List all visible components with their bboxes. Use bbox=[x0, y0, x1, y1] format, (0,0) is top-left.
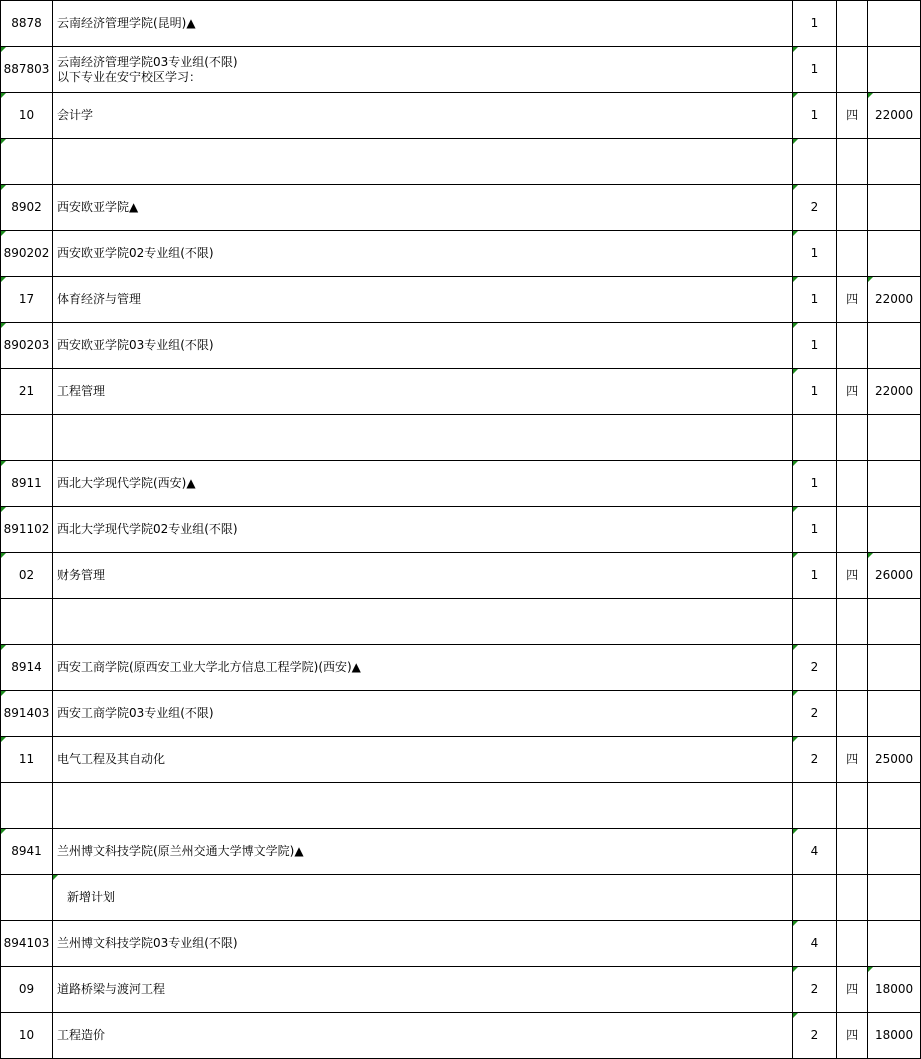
name-text: 工程造价 bbox=[56, 1028, 105, 1042]
cell-fee[interactable] bbox=[868, 139, 921, 185]
num-text: 1 bbox=[810, 292, 819, 306]
cell-code[interactable] bbox=[1, 1, 53, 47]
cell-num[interactable] bbox=[792, 691, 837, 737]
num-text: 2 bbox=[810, 1028, 819, 1042]
cell-name[interactable] bbox=[52, 553, 792, 599]
table-row bbox=[1, 1013, 921, 1059]
cell-len[interactable] bbox=[837, 139, 868, 185]
cell-len[interactable] bbox=[837, 323, 868, 369]
len-text: 四 bbox=[846, 108, 859, 122]
num-text: 4 bbox=[810, 936, 819, 950]
fee-text: 18000 bbox=[874, 982, 914, 996]
cell-len[interactable] bbox=[837, 967, 868, 1013]
cell-len[interactable] bbox=[837, 599, 868, 645]
cell-code[interactable] bbox=[1, 231, 53, 277]
cell-code[interactable] bbox=[1, 1013, 53, 1059]
len-text: 四 bbox=[846, 752, 859, 766]
cell-fee[interactable] bbox=[868, 507, 921, 553]
cell-fee[interactable] bbox=[868, 967, 921, 1013]
cell-num[interactable] bbox=[792, 645, 837, 691]
cell-fee[interactable] bbox=[868, 369, 921, 415]
cell-fee[interactable] bbox=[868, 185, 921, 231]
name-text: 工程管理 bbox=[56, 384, 105, 398]
cell-len[interactable] bbox=[837, 93, 868, 139]
cell-code[interactable] bbox=[1, 783, 53, 829]
name-text: 会计学 bbox=[56, 108, 93, 122]
cell-fee[interactable] bbox=[868, 553, 921, 599]
code-text: 21 bbox=[18, 384, 35, 398]
code-text: 8878 bbox=[11, 16, 42, 30]
table-row bbox=[1, 645, 921, 691]
cell-fee[interactable] bbox=[868, 1013, 921, 1059]
code-text: 891403 bbox=[3, 706, 50, 720]
cell-code[interactable] bbox=[1, 599, 53, 645]
cell-num[interactable] bbox=[792, 553, 837, 599]
code-text: 09 bbox=[18, 982, 35, 996]
cell-num[interactable] bbox=[792, 829, 837, 875]
cell-len[interactable] bbox=[837, 645, 868, 691]
fee-text: 26000 bbox=[874, 568, 914, 582]
cell-num[interactable] bbox=[792, 875, 837, 921]
cell-code[interactable] bbox=[1, 47, 53, 93]
cell-code[interactable] bbox=[1, 967, 53, 1013]
cell-name[interactable] bbox=[52, 507, 792, 553]
fee-text: 22000 bbox=[874, 108, 914, 122]
code-text: 891102 bbox=[3, 522, 50, 536]
table-row bbox=[1, 829, 921, 875]
cell-code[interactable] bbox=[1, 829, 53, 875]
cell-fee[interactable] bbox=[868, 461, 921, 507]
cell-name[interactable] bbox=[52, 93, 792, 139]
cell-code[interactable] bbox=[1, 921, 53, 967]
cell-fee[interactable] bbox=[868, 921, 921, 967]
cell-code[interactable] bbox=[1, 185, 53, 231]
cell-len[interactable] bbox=[837, 1, 868, 47]
table-row bbox=[1, 737, 921, 783]
table-row bbox=[1, 599, 921, 645]
table-row bbox=[1, 277, 921, 323]
cell-name[interactable] bbox=[52, 737, 792, 783]
cell-len[interactable] bbox=[837, 47, 868, 93]
cell-num[interactable] bbox=[792, 47, 837, 93]
table-row bbox=[1, 1, 921, 47]
table-row bbox=[1, 461, 921, 507]
cell-name[interactable] bbox=[52, 369, 792, 415]
cell-fee[interactable] bbox=[868, 93, 921, 139]
table-row bbox=[1, 507, 921, 553]
name-text: 电气工程及其自动化 bbox=[56, 752, 165, 766]
cell-name[interactable] bbox=[52, 875, 792, 921]
code-text: 8941 bbox=[11, 844, 42, 858]
name-text: 西安欧亚学院▲ bbox=[56, 200, 139, 214]
cell-num[interactable] bbox=[792, 737, 837, 783]
code-text: 890202 bbox=[3, 246, 50, 260]
table-row bbox=[1, 185, 921, 231]
num-text: 2 bbox=[810, 706, 819, 720]
cell-fee[interactable] bbox=[868, 783, 921, 829]
cell-len[interactable] bbox=[837, 231, 868, 277]
cell-len[interactable] bbox=[837, 921, 868, 967]
cell-code[interactable] bbox=[1, 737, 53, 783]
cell-code[interactable] bbox=[1, 93, 53, 139]
num-text: 1 bbox=[810, 62, 819, 76]
table-row bbox=[1, 967, 921, 1013]
cell-num[interactable] bbox=[792, 185, 837, 231]
cell-name[interactable] bbox=[52, 185, 792, 231]
len-text: 四 bbox=[846, 292, 859, 306]
table-row bbox=[1, 139, 921, 185]
cell-len[interactable] bbox=[837, 737, 868, 783]
fee-text: 22000 bbox=[874, 292, 914, 306]
name-text: 西安欧亚学院02专业组(不限) bbox=[56, 246, 214, 260]
cell-name[interactable] bbox=[52, 461, 792, 507]
fee-text: 18000 bbox=[874, 1028, 914, 1042]
cell-len[interactable] bbox=[837, 277, 868, 323]
cell-num[interactable] bbox=[792, 921, 837, 967]
cell-name[interactable] bbox=[52, 277, 792, 323]
num-text: 1 bbox=[810, 522, 819, 536]
name-text: 道路桥梁与渡河工程 bbox=[56, 982, 165, 996]
num-text: 1 bbox=[810, 16, 819, 30]
name-text: 兰州博文科技学院(原兰州交通大学博文学院)▲ bbox=[56, 844, 304, 858]
cell-code[interactable] bbox=[1, 507, 53, 553]
table-row bbox=[1, 415, 921, 461]
cell-name[interactable] bbox=[52, 323, 792, 369]
num-text: 2 bbox=[810, 982, 819, 996]
cell-fee[interactable] bbox=[868, 599, 921, 645]
name-text: 西北大学现代学院02专业组(不限) bbox=[56, 522, 238, 536]
num-text: 1 bbox=[810, 384, 819, 398]
cell-len[interactable] bbox=[837, 1013, 868, 1059]
cell-name[interactable] bbox=[52, 231, 792, 277]
table-row bbox=[1, 875, 921, 921]
cell-len[interactable] bbox=[837, 415, 868, 461]
cell-name[interactable] bbox=[52, 783, 792, 829]
cell-len[interactable] bbox=[837, 875, 868, 921]
table-row bbox=[1, 921, 921, 967]
cell-len[interactable] bbox=[837, 783, 868, 829]
num-text: 4 bbox=[810, 844, 819, 858]
cell-code[interactable] bbox=[1, 691, 53, 737]
code-text: 890203 bbox=[3, 338, 50, 352]
code-text: 8902 bbox=[11, 200, 42, 214]
cell-fee[interactable] bbox=[868, 737, 921, 783]
table-row bbox=[1, 369, 921, 415]
cell-num[interactable] bbox=[792, 369, 837, 415]
cell-len[interactable] bbox=[837, 553, 868, 599]
cell-len[interactable] bbox=[837, 185, 868, 231]
name-text: 兰州博文科技学院03专业组(不限) bbox=[56, 936, 238, 950]
name-text: 新增计划 bbox=[66, 890, 115, 904]
num-text: 1 bbox=[810, 338, 819, 352]
cell-code[interactable] bbox=[1, 139, 53, 185]
name-text: 西北大学现代学院(西安)▲ bbox=[56, 476, 196, 490]
num-text: 2 bbox=[810, 200, 819, 214]
cell-num[interactable] bbox=[792, 461, 837, 507]
table-row bbox=[1, 93, 921, 139]
cell-len[interactable] bbox=[837, 507, 868, 553]
cell-name[interactable] bbox=[52, 829, 792, 875]
table-row bbox=[1, 783, 921, 829]
cell-fee[interactable] bbox=[868, 47, 921, 93]
cell-fee[interactable] bbox=[868, 875, 921, 921]
cell-name[interactable] bbox=[52, 47, 792, 93]
cell-fee[interactable] bbox=[868, 691, 921, 737]
cell-num[interactable] bbox=[792, 599, 837, 645]
name-text: 体育经济与管理 bbox=[56, 292, 141, 306]
cell-code[interactable] bbox=[1, 645, 53, 691]
cell-code[interactable] bbox=[1, 415, 53, 461]
code-text: 11 bbox=[18, 752, 35, 766]
cell-code[interactable] bbox=[1, 323, 53, 369]
len-text: 四 bbox=[846, 982, 859, 996]
cell-name[interactable] bbox=[52, 1013, 792, 1059]
num-text: 2 bbox=[810, 660, 819, 674]
num-text: 2 bbox=[810, 752, 819, 766]
cell-len[interactable] bbox=[837, 829, 868, 875]
cell-fee[interactable] bbox=[868, 829, 921, 875]
name-text: 财务管理 bbox=[56, 568, 105, 582]
cell-name[interactable] bbox=[52, 967, 792, 1013]
code-text: 887803 bbox=[3, 62, 50, 76]
cell-name[interactable] bbox=[52, 645, 792, 691]
cell-fee[interactable] bbox=[868, 231, 921, 277]
num-text: 1 bbox=[810, 246, 819, 260]
len-text: 四 bbox=[846, 1028, 859, 1042]
cell-fee[interactable] bbox=[868, 323, 921, 369]
fee-text: 25000 bbox=[874, 752, 914, 766]
len-text: 四 bbox=[846, 568, 859, 582]
cell-len[interactable] bbox=[837, 369, 868, 415]
cell-name[interactable] bbox=[52, 921, 792, 967]
num-text: 1 bbox=[810, 108, 819, 122]
code-text: 10 bbox=[18, 1028, 35, 1042]
cell-num[interactable] bbox=[792, 1, 837, 47]
cell-len[interactable] bbox=[837, 461, 868, 507]
name-text: 云南经济管理学院03专业组(不限) 以下专业在安宁校区学习： bbox=[56, 54, 238, 84]
cell-num[interactable] bbox=[792, 783, 837, 829]
cell-name[interactable] bbox=[52, 599, 792, 645]
name-text: 云南经济管理学院(昆明)▲ bbox=[56, 16, 196, 30]
cell-fee[interactable] bbox=[868, 645, 921, 691]
cell-fee[interactable] bbox=[868, 1, 921, 47]
cell-code[interactable] bbox=[1, 553, 53, 599]
cell-code[interactable] bbox=[1, 461, 53, 507]
code-text: 17 bbox=[18, 292, 35, 306]
name-text: 西安工商学院(原西安工业大学北方信息工程学院)(西安)▲ bbox=[56, 660, 361, 674]
cell-name[interactable] bbox=[52, 1, 792, 47]
cell-num[interactable] bbox=[792, 139, 837, 185]
cell-code[interactable] bbox=[1, 369, 53, 415]
code-text: 8914 bbox=[11, 660, 42, 674]
cell-num[interactable] bbox=[792, 323, 837, 369]
code-text: 8911 bbox=[11, 476, 42, 490]
len-text: 四 bbox=[846, 384, 859, 398]
code-text: 02 bbox=[18, 568, 35, 582]
table-row bbox=[1, 553, 921, 599]
table-row bbox=[1, 323, 921, 369]
num-text: 1 bbox=[810, 568, 819, 582]
cell-len[interactable] bbox=[837, 691, 868, 737]
name-text: 西安欧亚学院03专业组(不限) bbox=[56, 338, 214, 352]
cell-num[interactable] bbox=[792, 415, 837, 461]
table-row bbox=[1, 47, 921, 93]
code-text: 894103 bbox=[3, 936, 50, 950]
cell-name[interactable] bbox=[52, 691, 792, 737]
cell-name[interactable] bbox=[52, 415, 792, 461]
cell-num[interactable] bbox=[792, 231, 837, 277]
cell-num[interactable] bbox=[792, 277, 837, 323]
table-row bbox=[1, 231, 921, 277]
num-text: 1 bbox=[810, 476, 819, 490]
fee-text: 22000 bbox=[874, 384, 914, 398]
cell-num[interactable] bbox=[792, 507, 837, 553]
name-text: 西安工商学院03专业组(不限) bbox=[56, 706, 214, 720]
cell-code[interactable] bbox=[1, 277, 53, 323]
cell-num[interactable] bbox=[792, 93, 837, 139]
cell-fee[interactable] bbox=[868, 415, 921, 461]
cell-code[interactable] bbox=[1, 875, 53, 921]
table-row bbox=[1, 691, 921, 737]
cell-num[interactable] bbox=[792, 967, 837, 1013]
cell-num[interactable] bbox=[792, 1013, 837, 1059]
cell-name[interactable] bbox=[52, 139, 792, 185]
code-text: 10 bbox=[18, 108, 35, 122]
cell-fee[interactable] bbox=[868, 277, 921, 323]
